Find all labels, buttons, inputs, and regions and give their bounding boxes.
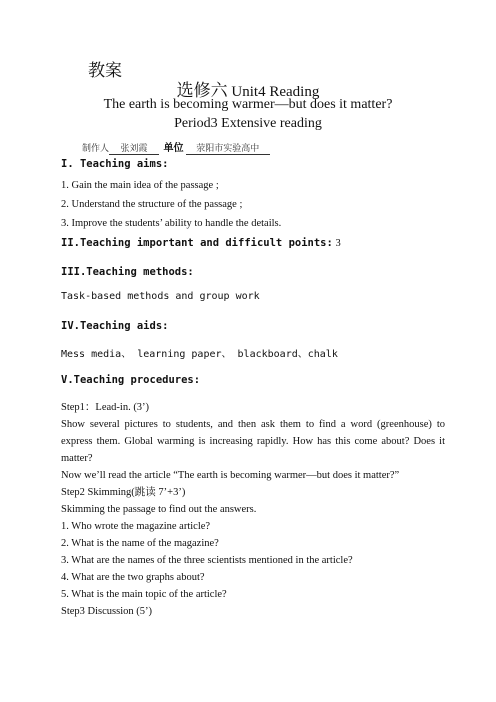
question-2: 2. What is the name of the magazine? [61, 538, 219, 549]
methods-heading: III.Teaching methods: [61, 266, 194, 278]
step1-text: Show several pictures to students, and then ask them to find a word (greenhouse) to express them. Global warming is increasing rapidly. How has this come about? Does it matter? [61, 419, 445, 464]
author-label: 制作人 [82, 143, 110, 153]
step3-heading: Step3 Discussion (5’) [61, 606, 152, 617]
aims-item-3: 3. Improve the students’ ability to handle the details. [61, 218, 282, 229]
unit-label: 单位 [163, 143, 184, 154]
step1-heading: Step1：Lead-in. (3’) [61, 402, 150, 413]
aims-item-2: 2. Understand the structure of the passage ; [61, 199, 243, 210]
step2-text: Skimming the passage to find out the answers. [61, 504, 257, 515]
question-5: 5. What is the main topic of the article? [61, 589, 227, 600]
aims-heading: I. Teaching aims: [61, 158, 169, 170]
aids-heading: IV.Teaching aids: [61, 320, 169, 332]
subtitle: The earth is becoming warmer—but does it matter? [103, 97, 393, 112]
step1-text2: Now we’ll read the article “The earth is becoming warmer—but does it matter?” [61, 470, 400, 481]
step2-heading: Step2 Skimming(跳读 7’+3’) [61, 487, 186, 498]
question-3: 3. What are the names of the three scientists mentioned in the article? [61, 555, 353, 566]
school-name: 荥阳市实验高中 [186, 141, 270, 155]
question-1: 1. Who wrote the magazine article? [61, 521, 211, 532]
points-value: 3 [332, 238, 341, 249]
title-cn: 选修六 [176, 81, 228, 100]
author-line [82, 139, 270, 155]
title-unit: Unit4 Reading [227, 84, 320, 100]
methods-text: Task-based methods and group work [61, 291, 260, 302]
procedures-heading: V.Teaching procedures: [61, 374, 201, 386]
question-4: 4. What are the two graphs about? [61, 572, 205, 583]
aims-item-1: 1. Gain the main idea of the passage ; [61, 180, 219, 191]
author-name: 张刘霞 [109, 141, 159, 155]
aids-text: Mess media、 learning paper、 blackboard、chalk [61, 349, 338, 360]
points-line [61, 237, 341, 249]
period-title: Period3 Extensive reading [174, 116, 322, 131]
doc-label: 教案 [88, 61, 122, 80]
points-heading: II.Teaching important and difficult points: [61, 237, 333, 249]
